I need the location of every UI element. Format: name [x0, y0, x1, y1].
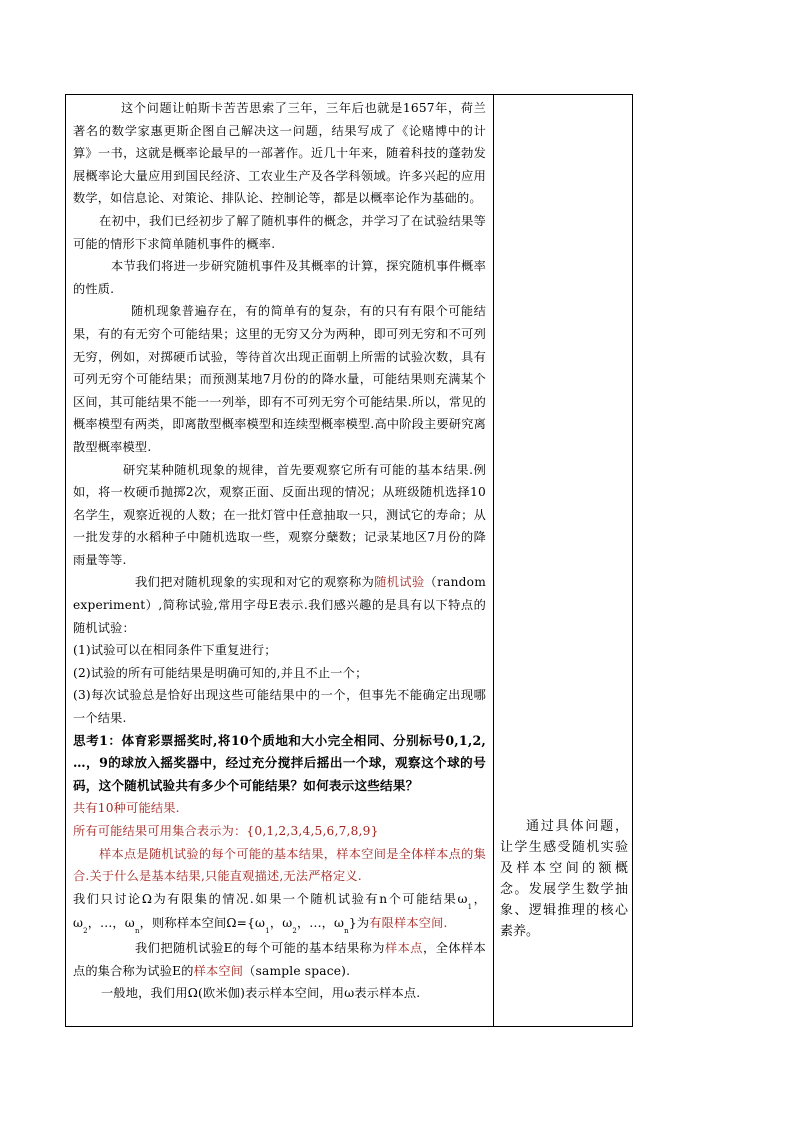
- list-item: (3)每次试验总是恰好出现这些可能结果中的一个，但事先不能确定出现哪一个结果.: [73, 688, 486, 726]
- paragraph-observation: 研究某种随机现象的规律，首先要观察它所有可能的基本结果.例如，将一枚硬币抛掷2次，观察正面、反面出现的情况；从班级随机选择10名学生，观察近视的人数；在一批灯管中任意抽取一只，测试它的寿命；从一批发芽的水稻种子中随机选取一些，观察分蘖数；记录某地区7月份的降雨量等等.: [73, 462, 486, 567]
- list-item: (1)试验可以在相同条件下重复进行；: [73, 643, 277, 658]
- paragraph-random-experiment: 我们把对随机现象的实现和对它的观察称为随机试验（random experiment）,简称试验,常用字母E表示.我们感兴趣的是具有以下特点的随机试验：: [73, 575, 486, 635]
- paragraph-history: 这个问题让帕斯卡苦苦思索了三年，三年后也就是1657年，荷兰著名的数学家惠更斯企图自己解决这一问题，结果写成了《论赌博中的计算》一书，这就是概率论最早的一部著作。近几十年来，随着科技的蓬勃发展概率论大量应用到国民经济、工农业生产及各学科领域。许多兴起的应用数学，如信息论、对策论、排队论、控制论等，都是以概率论作为基础的。: [73, 101, 486, 206]
- answer-set: 所有可能结果可用集合表示为：{0,1,2,3,4,5,6,7,8,9}: [73, 824, 379, 838]
- column-divider: [493, 94, 494, 1027]
- design-intent-remark: 通过具体问题，让学生感受随机实验及样本空间的额概念。发展学生数学抽象、逻辑推理的核心素养。: [500, 819, 628, 939]
- content-column: [73, 97, 486, 1005]
- think-question: 思考1：体育彩票摇奖时,将10个质地和大小完全相同、分别标号0,1,2, …，9的球放入摇奖器中，经过充分搅拌后摇出一个球，观察这个球的号码，这个随机试验共有多少个可能结果？如何表示这些结果？: [73, 732, 486, 793]
- paragraph-notation: 一般地，我们用Ω(欧米伽)表示样本空间，用ω表示样本点.: [101, 986, 421, 1001]
- design-intent-column: [500, 816, 628, 942]
- paragraph-intro: 在初中，我们已经初步了解了随机事件的概念，并学习了在试验结果等可能的情形下求简单随机事件的概率.: [73, 213, 486, 251]
- list-item: (2)试验的所有可能结果是明确可知的,并且不止一个；: [73, 665, 368, 680]
- term-finite-sample-space: 有限样本空间.: [369, 916, 448, 931]
- paragraph-section-goal: 本节我们将进一步研究随机事件及其概率的计算，探究随机事件概率的性质.: [73, 259, 486, 296]
- paragraph-random-phenomena: 随机现象普遍存在，有的简单有的复杂，有的只有有限个可能结果，有的有无穷个可能结果；这里的无穷又分为两种，即可列无穷和不可列无穷，例如，对掷硬币试验，等待首次出现正面朝上所需的试验次数，具有可列无穷个可能结果；而预测某地7月份的的降水量，可能结果则充满某个区间，其可能结果不能一一列举，即有不可列无穷个可能结果.所以，常见的概率模型有两类，即离散型概率模型和连续型概率模型.高中阶段主要研究离散型概率模型.: [73, 304, 486, 454]
- sample-point-note: 样本点是随机试验的每个可能的基本结果，样本空间是全体样本点的集合.关于什么是基本结果,只能直观描述,无法严格定义.: [73, 846, 486, 884]
- term-sample-space: 样本空间: [193, 963, 244, 978]
- term-random-experiment: 随机试验: [374, 575, 425, 590]
- paragraph-sample-space-definition: 我们把随机试验E的每个可能的基本结果称为样本点，全体样本点的集合称为试验E的样本空间（sample space).: [73, 940, 487, 978]
- answer-count: 共有10种可能结果.: [73, 801, 180, 816]
- paragraph-finite-space: 我们只讨论Ω为有限集的情况.如果一个随机试验有n个可能结果$\omega_1$，$\omega_2$，...，$\omega_n$，则称样本空间$\Omega=\{\omega_1$，$\omega_2$，...，$\omega_n$}为有限样本空间.: [73, 891, 486, 936]
- term-sample-point: 样本点: [384, 940, 423, 955]
